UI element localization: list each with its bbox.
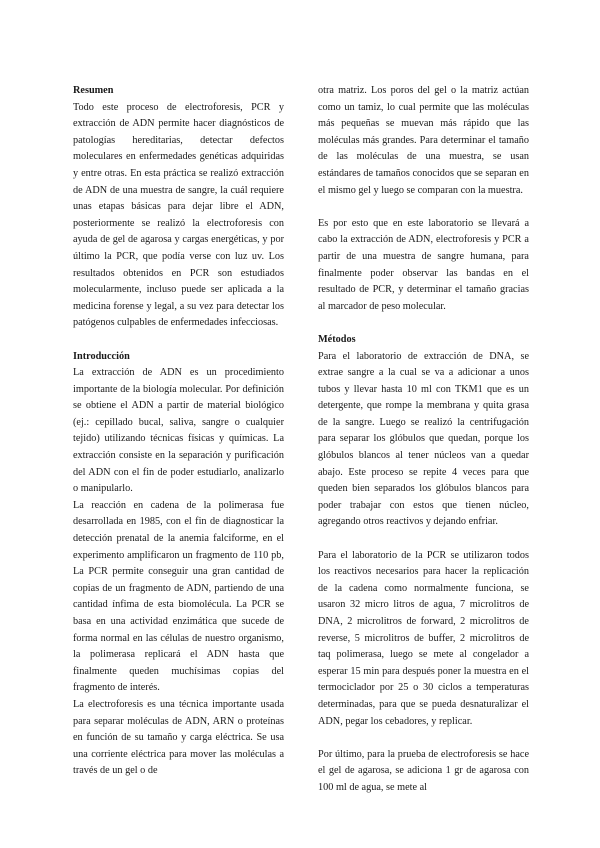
intro-paragraph-3-continued: otra matriz. Los poros del gel o la matriz actúan como un tamiz, lo cual permite que las moléculas más pequeñas se muevan más rápido que las moléculas más grandes. Para determinar el tamaño de las moléculas de una muestra, se usan estándares de tamaños conocidos que se separan en el mismo gel y luego se comparan con la muestra. (318, 85, 529, 196)
resumen-paragraph: Todo este proceso de electroforesis, PCR y extracción de ADN permite hacer diagnósticos de patologías hereditarias, detectar defectos moleculares en enfermedades genéticas adquiridas y entre otras. En esta práctica se realizó extracción de ADN de una muestra de sangre, la cuál requiere unas etapas básicas para dejar libre el ADN, posteriormente se realizó la electroforesis con ayuda de gel de agarosa y cargas energéticas, y por último la PCR, que podía verse con luz uv. Los resultados obtenidos en PCR son estudiados molecularmente, incluso puede ser aplicada a la medicina forense y legal, a su vez para detectar los patógenos culpables de enfermedades infecciosas. (73, 101, 284, 329)
metodos-paragraph-2: Para el laboratorio de la PCR se utilizaron todos los reactivos necesarios para hacer la replicación de la cadena como normalmente funciona, se usaron 32 micro litros de agua, 7 microlitros de DNA, 2 microlitros de forward, 2 microlitros de reverse, 5 microlitros de buffer, 2 microlitros de taq polimerasa, luego se mete al congelador a esperar 15 min para después poner la muestra en el termociclador por 25 o 30 ciclos a temperaturas determinadas, para que se pueda desnaturalizar el ADN, pegar los cebadores, y replicar. (318, 549, 529, 727)
resumen-heading: Resumen (73, 85, 114, 96)
metodos-paragraph-3: Por último, para la prueba de electroforesis se hace el gel de agarosa, se adiciona 1 gr de agarosa con 100 ml de agua, se mete al (318, 748, 529, 793)
introduccion-heading: Introducción (73, 350, 130, 362)
metodos-heading: Métodos (318, 333, 356, 345)
intro-paragraph-3: La electroforesis es una técnica importante usada para separar moléculas de ADN, ARN o proteínas en función de su tamaño y carga eléctrica. Se usa una corriente eléctrica para mover las moléculas a través de un gel o de (73, 698, 284, 777)
left-column (73, 83, 284, 780)
metodos-paragraph-1: Para el laboratorio de extracción de DNA, se extrae sangre a la cual se va a adicionar a unos tubos y llevar hasta 10 ml con TKM1 que es un detergente, que rompe la membrana y quita grasa de la sangre. Luego se realizó la centrifugación para separar los glóbulos que quedan, porque los glóbulos blancos al tener núcleos van a quedar abajo. Este proceso se repite 4 veces para que queden bien separados los glóbulos blancos para poder trabajar con estos que tienen núcleo, agregando otros reactivos y dejando enfriar. (318, 350, 529, 528)
intro-paragraph-1: La extracción de ADN es un procedimiento importante de la biología molecular. Por definición se obtiene el ADN a partir de material biológico (ej.: cepillado bucal, saliva, sangre o cualquier tejido) utilizando técnicas físicas y químicas. La extracción consiste en la separación y purificación del ADN con el fin de poder estudiarlo, analizarlo o manipularlo. (73, 367, 284, 495)
intro-paragraph-2: La reacción en cadena de la polimerasa fue desarrollada en 1985, con el fin de diagnosticar la detección prenatal de la anemia falciforme, en el experimento amplificaron un fragmento de 110 pb, La PCR permite conseguir una gran cantidad de copias de un fragmento de ADN, partiendo de una cantidad ínfima de esta biomolécula. La PCR se basa en una actividad enzimática que sucede de forma normal en las células de nuestro organismo, la polimerasa replicará el ADN hasta que finalmente queden muchísimas copias del fragmento de interés. (73, 499, 284, 694)
right-column (318, 83, 529, 797)
intro-paragraph-4: Es por esto que en este laboratorio se llevará a cabo la extracción de ADN, electroforesis y PCR a partir de una muestra de sangre humana, para finalmente poder observar las bandas en el resultado de PCR, y determinar el tamaño gracias al marcador de peso molecular. (318, 217, 529, 312)
